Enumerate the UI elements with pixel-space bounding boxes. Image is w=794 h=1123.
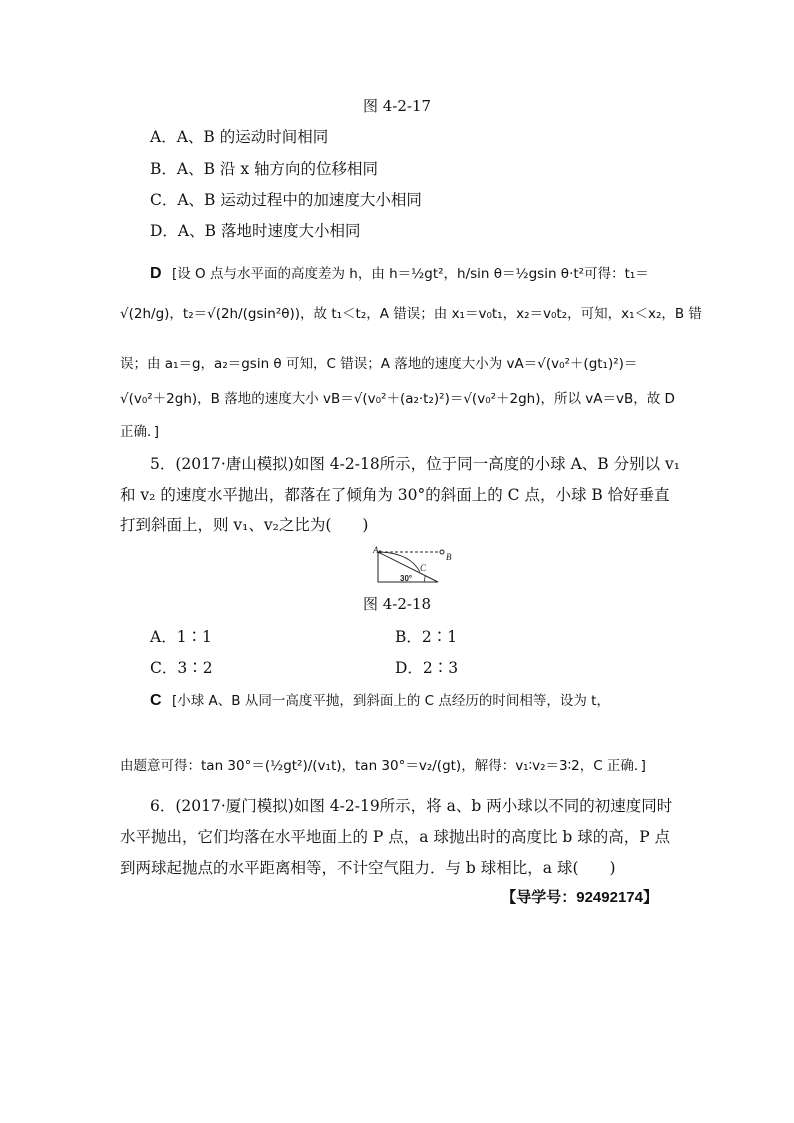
trajectory-arc [380, 552, 420, 572]
q6-stem-line-2: 水平抛出，它们均落在水平地面上的 P 点，a 球抛出时的高度比 b 球的高，P 点 [120, 828, 671, 846]
q5-option-a: A．1∶1 [150, 628, 212, 646]
q4-answer-letter [150, 262, 162, 285]
q4-option-c: C．A、B 运动过程中的加速度大小相同 [150, 191, 422, 209]
q4-option-a: A．A、B 的运动时间相同 [150, 128, 329, 146]
q6-stem-line-3: 到两球起抛点的水平距离相等，不计空气阻力．与 b 球相比，a 球( ) [120, 859, 616, 877]
label-a: A [373, 545, 379, 555]
ball-b [440, 550, 444, 554]
q5-solution-line-1: [小球 A、B 从同一高度平抛，到斜面上的 C 点经历的时间相等，设为 t， [172, 693, 610, 709]
q4-option-b: B．A、B 沿 x 轴方向的位移相同 [150, 160, 378, 178]
q5-option-b: B．2∶1 [395, 628, 458, 646]
q4-solution-line-4: √(v₀²＋2gh)，B 落地的速度大小 vB＝√(v₀²＋(a₂·t₂)²)＝√(v₀²＋2gh)，所以 vA＝vB，故 D [120, 391, 675, 407]
q4-solution-line-2: √(2h/g)，t₂＝√(2h/(gsin²θ))，故 t₁＜t₂，A 错误；由 x₁＝v₀t₁，x₂＝v₀t₂，可知，x₁＜x₂，B 错 [120, 306, 702, 322]
q5-answer-letter [150, 689, 162, 712]
figure-caption-4-2-17: 图 4-2-17 [362, 97, 432, 115]
incline-figure [370, 544, 460, 586]
q4-solution-line-5: 正确．] [120, 424, 160, 440]
angle-label: 30° [400, 574, 413, 583]
q4-solution-line-1: [设 O 点与水平面的高度差为 h，由 h＝½gt²，h/sin θ＝½gsin θ·t²可得：t₁＝ [172, 266, 649, 282]
q5-answer: C [150, 692, 162, 709]
q4-answer: D [150, 265, 162, 282]
q5-option-c: C．3∶2 [150, 659, 213, 677]
q5-stem-line-1: 5．(2017·唐山模拟)如图 4-2-18所示，位于同一高度的小球 A、B 分别以 v₁ [150, 455, 681, 473]
label-b: B [446, 552, 452, 562]
q4-option-d: D．A、B 落地时速度大小相同 [150, 222, 361, 240]
q5-option-d: D．2∶3 [395, 659, 459, 677]
figure-caption-4-2-18: 图 4-2-18 [362, 595, 432, 613]
angle-arc [424, 576, 425, 582]
q5-stem-line-2: 和 v₂ 的速度水平抛出，都落在了倾角为 30°的斜面上的 C 点，小球 B 恰好垂直 [120, 486, 670, 504]
q4-solution-line-3: 误；由 a₁＝g，a₂＝gsin θ 可知，C 错误；A 落地的速度大小为 vA＝√(v₀²＋(gt₁)²)＝ [120, 356, 638, 372]
q6-stem-line-1: 6．(2017·厦门模拟)如图 4-2-19所示，将 a、b 两小球以不同的初速度同时 [150, 797, 673, 815]
label-c: C [420, 563, 427, 573]
q5-solution-line-2: 由题意可得：tan 30°＝(½gt²)/(v₁t)，tan 30°＝v₂/(gt)，解得：v₁∶v₂＝3∶2，C 正确．] [120, 758, 646, 774]
guide-number: 【导学号：92492174】 [501, 889, 658, 906]
q5-stem-line-3: 打到斜面上，则 v₁、v₂之比为( ) [120, 516, 369, 534]
